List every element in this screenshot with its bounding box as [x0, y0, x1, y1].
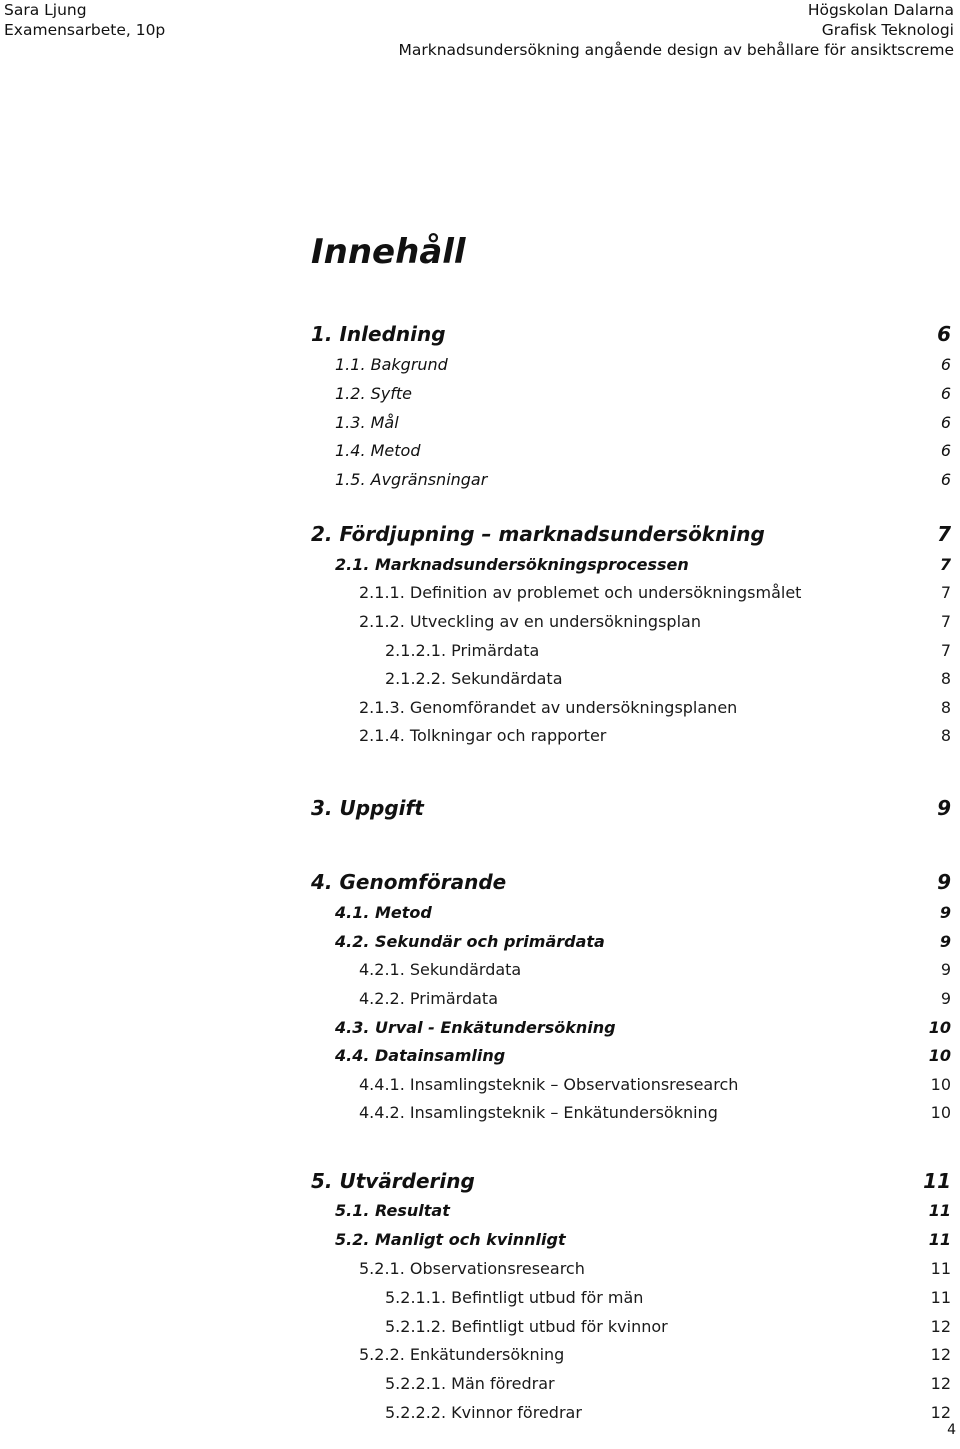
toc-entry[interactable]	[0, 439, 960, 463]
toc-entry-label: 2.1.3. Genomförandet av undersökningsplanen	[359, 698, 738, 717]
toc-entry-page: 12	[930, 1345, 951, 1364]
toc-entry-label: 1.3. Mål	[335, 413, 399, 432]
toc-entry-page: 6	[940, 413, 951, 432]
toc-entry-page: 6	[940, 384, 951, 403]
toc-entry[interactable]	[0, 901, 960, 925]
toc-entry-label: 5.2.2. Enkätundersökning	[359, 1345, 565, 1364]
toc-entry-label: 4.4. Datainsamling	[335, 1046, 506, 1065]
toc-entry-page: 6	[937, 322, 951, 346]
toc-entry[interactable]	[0, 667, 960, 691]
toc-entry-page: 12	[930, 1317, 951, 1336]
toc-entry-page: 6	[940, 470, 951, 489]
toc-entry[interactable]	[0, 1044, 960, 1068]
toc-entry-page: 9	[937, 796, 951, 820]
toc-entry-label: 2.1.2.2. Sekundärdata	[385, 669, 563, 688]
toc-entry[interactable]	[0, 382, 960, 406]
toc-entry[interactable]	[0, 724, 960, 748]
toc-entry-label: 5. Utvärdering	[311, 1169, 475, 1193]
toc-entry-page: 11	[928, 1201, 951, 1220]
toc-entry[interactable]	[0, 1401, 960, 1425]
toc-entry-page: 6	[940, 441, 951, 460]
toc-entry[interactable]	[0, 522, 960, 546]
toc-entry[interactable]	[0, 1343, 960, 1367]
author-name: Sara Ljung	[4, 1, 87, 19]
toc-entry[interactable]	[0, 1372, 960, 1396]
toc-entry[interactable]	[0, 639, 960, 663]
toc-entry-label: 2.1.2. Utveckling av en undersökningsplan	[359, 612, 701, 631]
toc-entry-page: 11	[923, 1169, 951, 1193]
toc-entry[interactable]	[0, 1199, 960, 1223]
thesis-title: Marknadsundersökning angående design av behållare för ansiktscreme	[398, 41, 954, 59]
toc-entry[interactable]	[0, 581, 960, 605]
toc-entry-label: 2.1.1. Definition av problemet och undersökningsmålet	[359, 583, 802, 602]
toc-entry-page: 10	[930, 1075, 951, 1094]
toc-entry-page: 8	[940, 669, 951, 688]
header-left	[4, 0, 165, 40]
toc-entry-page: 6	[940, 355, 951, 374]
toc-entry-label: 5.2.2.2. Kvinnor föredrar	[385, 1403, 582, 1422]
toc-entry-page: 9	[940, 989, 951, 1008]
toc-entry-label: 4.4.2. Insamlingsteknik – Enkätundersökning	[359, 1103, 718, 1122]
toc-entry-label: 4.3. Urval - Enkätundersökning	[335, 1018, 616, 1037]
page-number: 4	[947, 1422, 956, 1438]
toc-entry[interactable]	[0, 696, 960, 720]
toc-entry[interactable]	[0, 411, 960, 435]
toc-entry-page: 12	[930, 1374, 951, 1393]
toc-entry-page: 9	[940, 960, 951, 979]
toc-entry-label: 3. Uppgift	[311, 796, 424, 820]
university-name: Högskolan Dalarna	[807, 1, 954, 19]
toc-title: Innehåll	[311, 232, 466, 272]
toc-entry[interactable]	[0, 553, 960, 577]
toc-entry-label: 1.5. Avgränsningar	[335, 470, 488, 489]
toc-entry-page: 7	[940, 641, 951, 660]
toc-entry-page: 10	[928, 1046, 951, 1065]
toc-entry-label: 2. Fördjupning – marknadsundersökning	[311, 522, 765, 546]
toc-entry[interactable]	[0, 1286, 960, 1310]
toc-entry-page: 11	[928, 1230, 951, 1249]
toc-entry-page: 7	[940, 612, 951, 631]
toc-entry[interactable]	[0, 958, 960, 982]
toc-entry[interactable]	[0, 1257, 960, 1281]
header-right	[399, 0, 954, 60]
toc-entry-page: 7	[939, 555, 951, 574]
toc-entry[interactable]	[0, 322, 960, 346]
toc-entry-label: 1.4. Metod	[335, 441, 421, 460]
toc-entry[interactable]	[0, 1073, 960, 1097]
toc-entry-page: 8	[940, 698, 951, 717]
toc-entry-page: 10	[930, 1103, 951, 1122]
toc-entry-label: 4.2. Sekundär och primärdata	[335, 932, 605, 951]
toc-entry-label: 1. Inledning	[311, 322, 446, 346]
toc-entry-label: 4.2.2. Primärdata	[359, 989, 498, 1008]
toc-entry-label: 1.1. Bakgrund	[335, 355, 448, 374]
toc-entry[interactable]	[0, 610, 960, 634]
toc-entry-label: 4.4.1. Insamlingsteknik – Observationsresearch	[359, 1075, 739, 1094]
toc-entry-page: 9	[937, 870, 951, 894]
toc-entry[interactable]	[0, 1016, 960, 1040]
toc-entry[interactable]	[0, 1228, 960, 1252]
toc-entry-label: 2.1. Marknadsundersökningsprocessen	[335, 555, 689, 574]
toc-entry[interactable]	[0, 1101, 960, 1125]
toc-entry-page: 7	[937, 522, 951, 546]
toc-entry-label: 4.2.1. Sekundärdata	[359, 960, 522, 979]
toc-entry-page: 7	[940, 583, 951, 602]
toc-entry-page: 11	[930, 1288, 951, 1307]
toc-entry-label: 5.2. Manligt och kvinnligt	[335, 1230, 566, 1249]
toc-entry[interactable]	[0, 468, 960, 492]
toc-entry-page: 12	[930, 1403, 951, 1422]
toc-entry[interactable]	[0, 930, 960, 954]
program-name: Grafisk Teknologi	[821, 21, 954, 39]
toc-entry-label: 4.1. Metod	[335, 903, 432, 922]
toc-entry-label: 5.2.2.1. Män föredrar	[385, 1374, 555, 1393]
toc-entry-label: 4. Genomförande	[311, 870, 507, 894]
toc-entry-label: 2.1.2.1. Primärdata	[385, 641, 540, 660]
toc-entry-page: 11	[930, 1259, 951, 1278]
toc-entry-label: 5.2.1. Observationsresearch	[359, 1259, 585, 1278]
toc-entry[interactable]	[0, 1315, 960, 1339]
toc-entry-label: 5.1. Resultat	[335, 1201, 450, 1220]
toc-entry[interactable]	[0, 796, 960, 820]
toc-entry-label: 2.1.4. Tolkningar och rapporter	[359, 726, 607, 745]
toc-entry-page: 9	[939, 932, 951, 951]
toc-entry[interactable]	[0, 870, 960, 894]
toc-entry[interactable]	[0, 987, 960, 1011]
toc-entry[interactable]	[0, 353, 960, 377]
toc-entry-label: 5.2.1.1. Befintligt utbud för män	[385, 1288, 644, 1307]
toc-entry-page: 8	[940, 726, 951, 745]
toc-entry[interactable]	[0, 1169, 960, 1193]
toc-entry-page: 10	[928, 1018, 951, 1037]
toc-entry-label: 5.2.1.2. Befintligt utbud för kvinnor	[385, 1317, 668, 1336]
toc-entry-label: 1.2. Syfte	[335, 384, 412, 403]
toc-entry-page: 9	[939, 903, 951, 922]
thesis-type: Examensarbete, 10p	[4, 21, 166, 39]
